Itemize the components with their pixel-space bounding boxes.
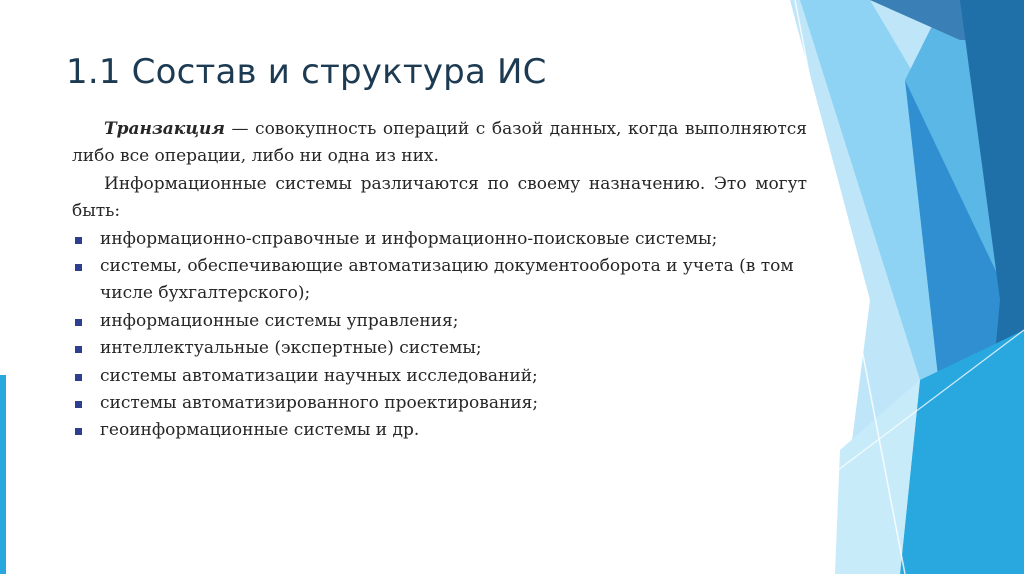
list-item xyxy=(72,363,807,390)
list-item xyxy=(72,417,807,444)
list-item xyxy=(72,253,807,308)
square-bullet-icon xyxy=(75,374,82,381)
definition-paragraph xyxy=(72,116,807,171)
list-item xyxy=(72,390,807,417)
square-bullet-icon xyxy=(75,346,82,353)
square-bullet-icon xyxy=(75,319,82,326)
list-item-text: системы, обеспечивающие автоматизацию документооборота и учета (в том числе бухгалтерского); xyxy=(100,256,794,304)
slide-title: 1.1 Состав и структура ИС xyxy=(66,52,547,92)
list-item xyxy=(72,335,807,362)
intro-paragraph: Информационные системы различаются по своему назначению. Это могут быть: xyxy=(72,173,807,222)
list-item xyxy=(72,308,807,335)
list-item-text: геоинформационные системы и др. xyxy=(100,420,420,441)
slide-content xyxy=(72,116,807,445)
square-bullet-icon xyxy=(75,264,82,271)
list-item-text: интеллектуальные (экспертные) системы; xyxy=(100,338,482,359)
square-bullet-icon xyxy=(75,237,82,244)
list-item-text: системы автоматизации научных исследований; xyxy=(100,365,538,386)
list-item-text: системы автоматизированного проектирования; xyxy=(100,393,539,414)
list-item xyxy=(72,226,807,253)
definition-term: Транзакция xyxy=(104,119,225,139)
system-types-list xyxy=(72,226,807,445)
definition-text: — совокупность операций с базой данных, когда выполняются либо все операции, либо ни одна из них. xyxy=(72,119,807,167)
list-item-text: информационно-справочные и информационно-поисковые системы; xyxy=(100,228,718,249)
square-bullet-icon xyxy=(75,401,82,408)
square-bullet-icon xyxy=(75,428,82,435)
list-item-text: информационные системы управления; xyxy=(100,310,459,331)
